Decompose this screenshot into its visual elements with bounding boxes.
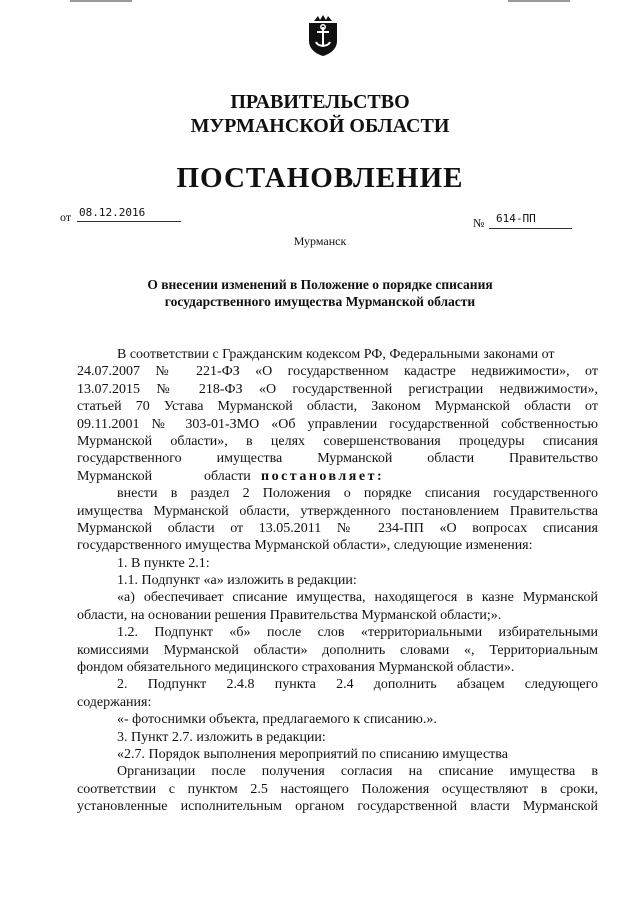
- org-name-line2: МУРМАНСКОЙ ОБЛАСТИ: [190, 115, 450, 137]
- document-body: [77, 346, 598, 816]
- body-word: Мурманской: [77, 468, 153, 484]
- number-prefix: №: [473, 216, 485, 230]
- body-line: В соответствии с Гражданским кодексом РФ, Федеральными законами от: [117, 347, 555, 362]
- body-line: внести в раздел 2 Положения о порядке списания государственного: [117, 486, 598, 502]
- body-line: области, на основании решения Правительства Мурманской области;».: [77, 607, 502, 623]
- body-line: содержания:: [77, 694, 152, 710]
- body-line: [77, 468, 598, 485]
- title-line2: государственного имущества Мурманской области: [164, 294, 476, 309]
- body-line: комиссиями Мурманской области» дополнить словами «, Территориальным: [77, 642, 598, 658]
- body-line: Организации после получения согласия на списание имущества в: [117, 764, 598, 780]
- title-line1: О внесении изменений в Положение о порядке списания: [147, 277, 493, 292]
- body-line: 1.1. Подпункт «а» изложить в редакции:: [117, 573, 357, 589]
- body-line: статьей 70 Устава Мурманской области, Законом Мурманской области от: [77, 399, 598, 415]
- body-line: государственного имущества Мурманской области Правительство: [77, 451, 598, 467]
- number-underline: [489, 228, 572, 229]
- document-type: ПОСТАНОВЛЕНИЕ: [176, 162, 464, 194]
- document-number: 614-ПП: [496, 212, 536, 225]
- date-prefix: от: [60, 210, 72, 224]
- scan-edge-right: [508, 0, 570, 2]
- body-line: «2.7. Порядок выполнения мероприятий по списанию имущества: [117, 746, 508, 762]
- scan-edge-left: [70, 0, 132, 2]
- date-underline: [77, 221, 181, 222]
- body-line: 24.07.2007 № 221-ФЗ «О государственном кадастре недвижимости», от: [77, 364, 598, 380]
- body-line: 2. Подпункт 2.4.8 пункта 2.4 дополнить абзацем следующего: [117, 677, 598, 693]
- coat-of-arms-emblem: [306, 13, 340, 57]
- body-line: Мурманской области от 13.05.2011 № 234-ПП «О вопросах списания: [77, 520, 598, 536]
- body-line: соответствии с пунктом 2.5 настоящего Положения осуществляют в сроки,: [77, 781, 598, 797]
- body-line: «- фотоснимки объекта, предлагаемого к списанию.».: [117, 712, 437, 728]
- body-line: 09.11.2001 № 303-01-ЗМО «Об управлении государственной собственностью: [77, 416, 598, 432]
- operative-word: постановляет:: [261, 468, 385, 484]
- body-line: установленные исполнительным органом государственной власти Мурманской: [77, 799, 598, 815]
- document-date: 08.12.2016: [79, 206, 146, 219]
- city: Мурманск: [293, 234, 347, 248]
- document-title: [100, 276, 540, 310]
- body-line: 13.07.2015 № 218-ФЗ «О государственной регистрации недвижимости»,: [77, 381, 598, 397]
- body-word: области: [204, 468, 251, 484]
- body-line: имущества Мурманской области, утвержденного постановлением Правительства: [77, 503, 598, 519]
- body-line: фондом обязательного медицинского страхования Мурманской области».: [77, 660, 515, 676]
- body-line: 1.2. Подпункт «б» после слов «территориальными избирательными: [117, 625, 598, 641]
- body-line: Мурманской области», в целях совершенствования процедуры списания: [77, 433, 598, 449]
- body-line: государственного имущества Мурманской области», следующие изменения:: [77, 538, 533, 554]
- org-name-line1: ПРАВИТЕЛЬСТВО: [230, 91, 410, 113]
- body-line: 1. В пункте 2.1:: [117, 555, 210, 571]
- body-line: «а) обеспечивает списание имущества, находящегося в казне Мурманской: [117, 590, 598, 606]
- body-line: 3. Пункт 2.7. изложить в редакции:: [117, 729, 326, 745]
